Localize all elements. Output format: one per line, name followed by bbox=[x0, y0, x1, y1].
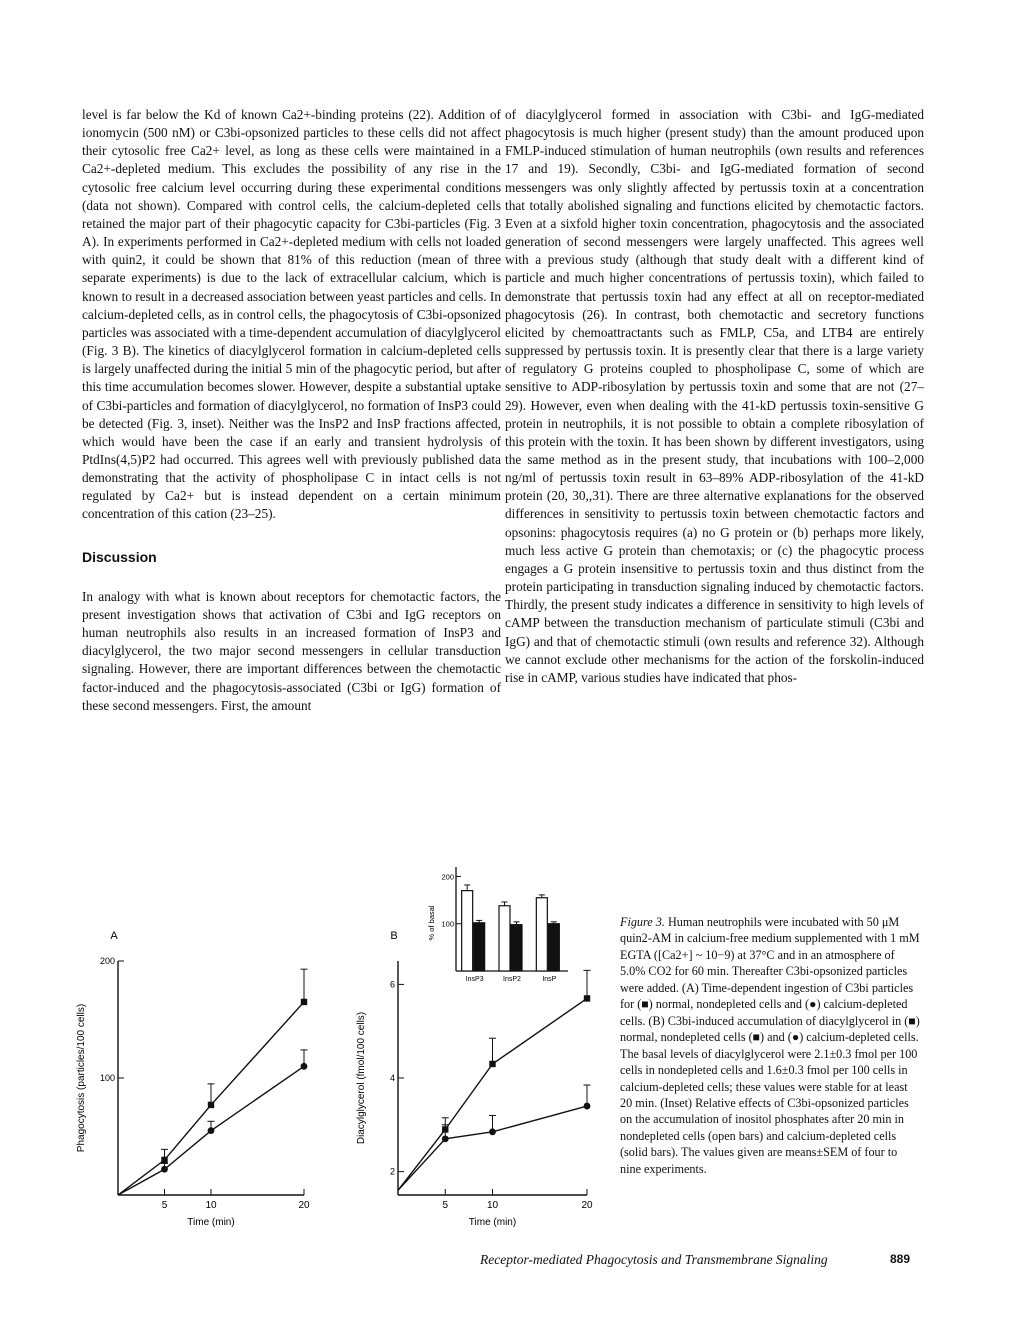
inset-y-tick-label: 100 bbox=[441, 919, 454, 929]
panel-label: B bbox=[390, 930, 398, 942]
paragraph: level is far below the Kd of known Ca2+-binding proteins (22). Addition of ionomycin (500 nM) or C3bi-opsonized particles to these cells did not affect their cytosolic free Ca2+ level, as long as these cells were maintained in a Ca2+-depleted medium. This excludes the possibility of any rise in the cytosolic free calcium level occurring during these experimental conditions (data not shown). Compared with control cells, the calcium-depleted cells retained the major part of their phagocytic capacity for C3bi-particles (Fig. 3 A). In experiments performed in Ca2+-depleted medium with cells not loaded with quin2, it could be shown that 81% of this reduction (mean of three separate experiments) is due to the lack of extracellular calcium, which is known to result in a decreased association between yeast particles and cells. In calcium-depleted cells, as in control cells, the phagocytosis of C3bi-opsonized particles was associated with a time-dependent accumulation of diacylglycerol (Fig. 3 B). The kinetics of diacylglycerol formation in calcium-depleted cells is largely unaffected during the initial 5 min of the phagocytic period, but after this time accumulation becomes slower. However, despite a substantial uptake of C3bi-particles and formation of diacylglycerol, no formation of InsP3 could be detected (Fig. 3, inset). Neither was the InsP2 and InsP fractions affected, which would have been the case if an early and transient hydrolysis of PtdIns(4,5)P2 had occurred. This agrees well with previously published data demonstrating that the activity of phospholipase C in intact cells is not regulated by Ca2+ but is instead dependent on a certain minimum concentration of this cation (23–25). bbox=[82, 107, 501, 522]
bar-solid bbox=[474, 923, 485, 971]
series-line bbox=[398, 998, 587, 1190]
text-column-right bbox=[505, 106, 924, 687]
x-tick-label: 10 bbox=[205, 1200, 217, 1211]
bar-solid bbox=[511, 925, 522, 971]
inset-category-label: InsP bbox=[542, 976, 557, 983]
figure-3 bbox=[60, 855, 620, 1235]
y-axis-label: Phagocytosis (particles/100 cells) bbox=[76, 1003, 87, 1153]
inset-y-axis-label: % of basal bbox=[427, 905, 436, 941]
data-point-circle bbox=[301, 1063, 308, 1070]
data-point-circle bbox=[584, 1103, 591, 1110]
paragraph: of diacylglycerol formed in association with C3bi- and IgG-mediated phagocytosis is much higher (present study) than the amount produced upon FMLP-induced stimulation of human neutrophils (own results and references 17 and 19). Secondly, C3bi- and IgG-mediated formation of second messengers was only slightly affected by pertussis toxin at a concentration that totally abolished signaling and functions elicited by chemotactic factors. Even at a sixfold higher toxin concentration, phagocytosis and the associated generation of second messengers were largely unaffected. This agrees well with a previous study (although that study dealt with a different kind of particle and much higher concentrations of pertussis toxin), which failed to demonstrate that pertussis toxin had any effect at all on receptor-mediated phagocytosis (26). In contrast, both chemotactic and secretory functions elicited by chemoattractants such as FMLP, C5a, and LTB4 are entirely suppressed by pertussis toxin. It is presently clear that there is a large variety of regulatory G proteins coupled to phospholipase C, some of which are sensitive to ADP-ribosylation by pertussis toxin and some that are not (27–29). However, even when dealing with the 41-kD pertussis toxin-sensitive G protein in neutrophils, it is not possible to obtain a complete ribosylation of this protein with the toxin. It has been shown by different investigators, using the same method as in the present study, that incubations with 100–2,000 ng/ml of pertussis toxin result in 63–89% ADP-ribosylation of the 41-kD protein (20, 30,,31). There are three alternative explanations for the observed differences in sensitivity to pertussis toxin between chemotactic factors and opsonins: phagocytosis requires (a) no G protein or (b) perhaps more likely, much less active G protein than chemotaxis; or (c) the phagocytic process engages a G protein insensitive to pertussis toxin and thus distinct from the protein participating in transduction signaling induced by chemotactic factors. Thirdly, the present study indicates a difference in sensitivity to high levels of cAMP between the transduction mechanism of particulate stimuli (C3bi and IgG) and that of chemotactic stimuli (own results and reference 32). Although we cannot exclude other mechanisms for the action of the forskolin-induced rise in cAMP, various studies have indicated that phos- bbox=[505, 107, 924, 685]
x-tick-label: 10 bbox=[486, 1200, 499, 1211]
y-tick-label: 6 bbox=[389, 979, 395, 990]
page-footer bbox=[480, 1252, 910, 1268]
data-point-square bbox=[208, 1102, 214, 1108]
x-tick-label: 5 bbox=[161, 1200, 168, 1211]
y-tick-label: 200 bbox=[99, 956, 115, 966]
bar-open bbox=[462, 891, 473, 971]
data-point-square bbox=[489, 1061, 495, 1067]
figure-caption bbox=[620, 914, 920, 1177]
inset-bar-chart bbox=[427, 867, 568, 983]
y-tick-label: 2 bbox=[389, 1166, 395, 1177]
bar-open bbox=[536, 898, 547, 971]
text-column-left bbox=[82, 106, 501, 715]
figure-label: Figure 3. bbox=[620, 915, 665, 929]
data-point-square bbox=[584, 995, 590, 1001]
y-tick-label: 100 bbox=[99, 1073, 115, 1083]
inset-category-label: InsP3 bbox=[465, 976, 484, 983]
caption-text: Human neutrophils were incubated with 50 μM quin2-AM in calcium-free medium supplemented with 1 mM EGTA ([Ca2+] ~ 10−9) at 37°C and in an atmosphere of 5.0% CO2 for 60 min. Thereafter C3bi-opsonized particles were added. (A) Time-dependent ingestion of C3bi particles for (■) normal, nondepleted cells and (●) calcium-depleted cells. (B) C3bi-induced accumulation of diacylglycerol in (■) normal, nondepleted cells (■) and (●) calcium-depleted cells. The basal levels of diacylglycerol were 2.1±0.3 fmol per 100 cells in nondepleted cells and 1.6±0.3 fmol per 100 cells in calcium-depleted cells; these values were stable for at least 20 min. (Inset) Relative effects of C3bi-opsonized particles on the accumulation of inositol phosphates after 20 min in nondepleted cells (open bars) and calcium-depleted cells (solid bars). The values given are means±SEM of four to nine experiments. bbox=[620, 915, 920, 1176]
inset-category-label: InsP2 bbox=[503, 976, 521, 983]
data-point-circle bbox=[489, 1128, 496, 1135]
x-axis-label: Time (min) bbox=[187, 1217, 235, 1228]
panel-b-chart bbox=[356, 930, 593, 1228]
running-title: Receptor-mediated Phagocytosis and Transmembrane Signaling bbox=[480, 1252, 828, 1267]
data-point-circle bbox=[161, 1166, 168, 1173]
inset-y-tick-label: 200 bbox=[441, 872, 454, 882]
bar-solid bbox=[548, 924, 559, 971]
panel-a-chart bbox=[76, 930, 310, 1228]
panel-label: A bbox=[110, 930, 118, 942]
bar-open bbox=[499, 906, 510, 971]
x-axis-label: Time (min) bbox=[468, 1217, 517, 1228]
page-number: 889 bbox=[889, 1252, 910, 1266]
x-tick-label: 20 bbox=[298, 1200, 310, 1211]
paragraph: In analogy with what is known about receptors for chemotactic factors, the present investigation shows that activation of C3bi and IgG receptors on human neutrophils also results in an increased formation of InsP3 and diacylglycerol, the two major second messengers in cellular transduction signaling. However, there are important differences between the chemotactic factor-induced and the phagocytosis-associated (C3bi or IgG) formation of these second messengers. First, the amount bbox=[82, 588, 501, 713]
y-tick-label: 4 bbox=[389, 1073, 395, 1083]
x-tick-label: 5 bbox=[442, 1200, 449, 1211]
data-point-circle bbox=[442, 1135, 449, 1142]
data-point-square bbox=[161, 1157, 167, 1163]
section-heading: Discussion bbox=[82, 548, 157, 565]
x-tick-label: 20 bbox=[581, 1200, 593, 1211]
y-axis-label: Diacylglycerol (fmol/100 cells) bbox=[356, 1011, 367, 1145]
data-point-square bbox=[301, 999, 307, 1005]
data-point-circle bbox=[208, 1127, 215, 1134]
